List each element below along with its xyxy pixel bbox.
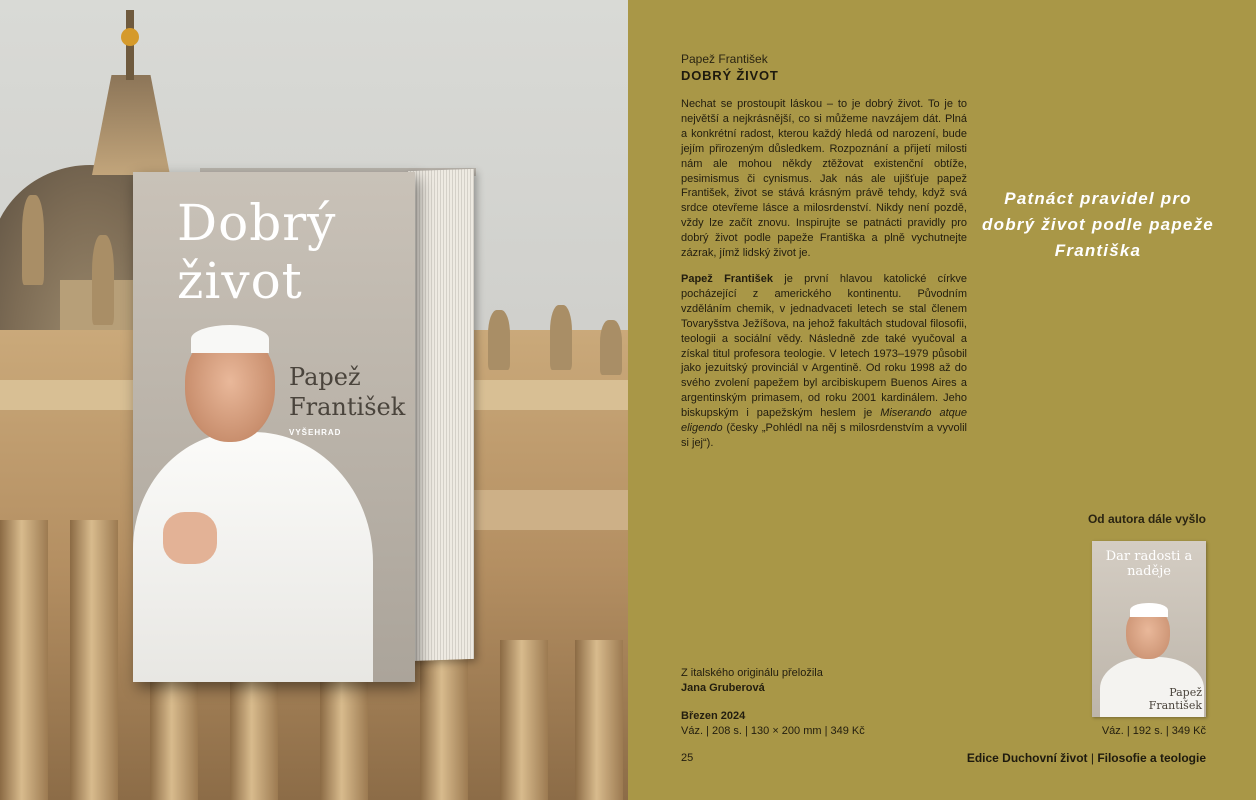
bio-text: (česky „Pohlédl na něj s milosrdenstvím a vyvolil si jej“). xyxy=(681,422,967,449)
edition-separator: | xyxy=(1087,751,1098,765)
column xyxy=(0,520,48,800)
cover-publisher: VYŠEHRAD xyxy=(289,428,342,437)
bio-text: je první hlavou katolické církve pocházející z amerického kontinentu. Původním vzděláním chemik, v jednadvaceti letech se stal členem Tovaryšstva Ježíšova, na jehož fakultách studoval filosofii, teologii a sociální vědy. Následně zde také vyučoval a získal titul profesora teologie. V letech 1973–1979 působil jako jezuitský provinciál v Argentině. Od roku 1998 až do svého zvolení papežem byl arcibiskupem Buenos Aires a argentinským primasem, od roku 2001 kardinálem. Jeho biskupským i papežským heslem je xyxy=(681,273,967,420)
pope-hand xyxy=(163,512,217,564)
related-heading: Od autora dále vyšlo xyxy=(1087,512,1206,526)
statue xyxy=(550,305,572,370)
cover-author-line: František xyxy=(289,393,406,421)
bio-name: Papež František xyxy=(681,273,773,285)
entablature-right xyxy=(470,490,628,530)
cover-title-line: život xyxy=(177,252,303,310)
statue xyxy=(92,235,114,325)
edition-category: Filosofie a teologie xyxy=(1097,751,1206,765)
release-date: Březen 2024 xyxy=(681,710,746,722)
author-bio xyxy=(681,272,967,451)
edition-name: Edice Duchovní život xyxy=(966,751,1088,765)
dome-golden-ball xyxy=(121,28,139,46)
cover-author-line: Papež xyxy=(289,363,361,391)
dome-lantern xyxy=(92,75,170,175)
tagline: Patnáct pravidel pro dobrý život podle papeže Františka xyxy=(982,189,1214,260)
column xyxy=(575,640,623,800)
translator-name: Jana Gruberová xyxy=(681,682,765,694)
book-author: Papež František xyxy=(681,52,768,66)
related-book-cover[interactable] xyxy=(1092,541,1206,717)
cover-title-line: Dobrý xyxy=(177,194,337,252)
column xyxy=(500,640,548,800)
book-specs: Váz. | 208 s. | 130 × 200 mm | 349 Kč xyxy=(681,725,865,737)
book-page-block xyxy=(408,169,474,661)
statue xyxy=(22,195,44,285)
page-number: 25 xyxy=(681,752,694,764)
related-cover-author: Papež František xyxy=(1148,686,1202,712)
cover-title xyxy=(177,194,336,310)
related-cover-title: Dar radosti a naděje xyxy=(1105,549,1193,579)
bio-motto: Miserando atque eligendo xyxy=(681,407,967,435)
related-pope-zucchetto xyxy=(1130,603,1168,617)
translation-label: Z italského originálu přeložila xyxy=(681,667,823,679)
book-description: Nechat se prostoupit láskou – to je dobrý život. To je to největší a nejkrásnější, co si můžeme navzájem dát. Plná a konkrétní radost, kterou každý hledá od narození, bude jejím přirozeným důsledkem. Rozpoznání a přijetí milosti nám ale mohou někdy ztěžovat existenční obtíže, pesimismus či cynismus. Jak nás ale ujišťuje papež František, život se stává krásným právě tehdy, když svá srdce otevřeme lásce a milosrdenství. Nikdy není pozdě, vždy lze začít znovu. Inspirujte se patnácti pravidly pro dobrý život podle papeže Františka a plně vychutnejte zázrak, jímž lidský život je. xyxy=(681,98,967,260)
cover-author xyxy=(289,362,405,422)
edition-footer xyxy=(928,751,1206,765)
statue xyxy=(488,310,510,370)
column xyxy=(70,520,118,800)
book-title: DOBRÝ ŽIVOT xyxy=(681,68,779,83)
book-cover xyxy=(133,172,415,682)
statue xyxy=(600,320,622,375)
catalog-text-page xyxy=(628,0,1256,800)
column xyxy=(420,640,468,800)
pope-zucchetto xyxy=(191,325,269,353)
related-specs: Váz. | 192 s. | 349 Kč xyxy=(1101,725,1206,737)
